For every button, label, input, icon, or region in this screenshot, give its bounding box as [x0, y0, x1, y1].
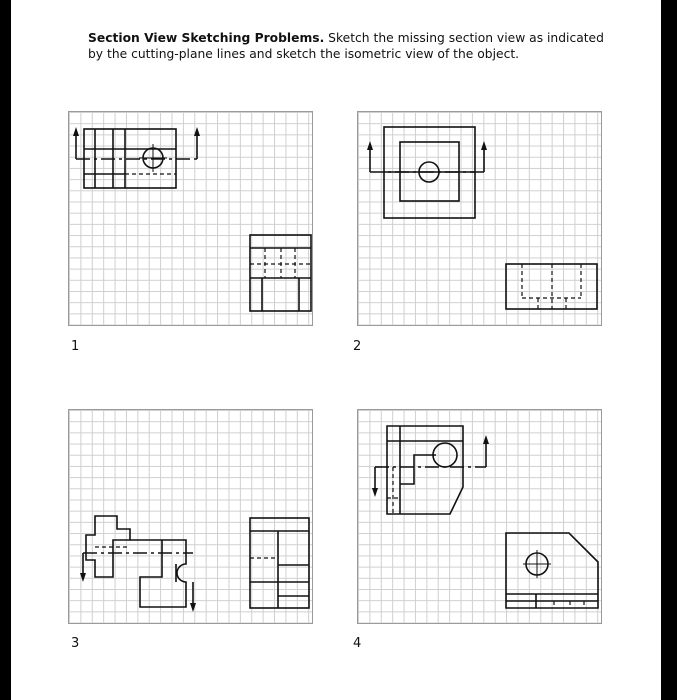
- problem-2-grid: [357, 111, 602, 326]
- p2-arrow-right-icon: [481, 141, 487, 150]
- p4-top-view-outline: [387, 426, 463, 514]
- problem-1-drawing: [69, 112, 314, 327]
- problem-4-grid: [357, 409, 602, 624]
- problem-number: 4: [353, 636, 362, 651]
- instructions-text: [88, 30, 608, 62]
- p4-arrow-left-icon: [372, 488, 378, 497]
- problem-4-drawing: [358, 410, 603, 625]
- problem-3-drawing: [69, 410, 314, 625]
- p4-front-view-outline: [506, 533, 598, 608]
- problem-1-grid: [68, 111, 313, 326]
- p1-arrow-right-icon: [194, 127, 200, 136]
- p2-arrow-left-icon: [367, 141, 373, 150]
- p1-arrow-left-icon: [73, 127, 79, 136]
- problem-number: 3: [71, 636, 80, 651]
- instructions-title: Section View Sketching Problems.: [88, 31, 325, 45]
- instructions-body: Sketch the missing section view as indicated by the cutting-plane lines and sketch the isometric view of the object.: [88, 31, 604, 61]
- p3-top-view-right: [130, 540, 186, 607]
- worksheet-page: [11, 0, 662, 700]
- problem-3-grid: [68, 409, 313, 624]
- p3-arrow-left-icon: [80, 573, 86, 582]
- p4-arrow-right-icon: [483, 435, 489, 444]
- problem-number: 1: [71, 339, 80, 354]
- problem-number: 2: [353, 339, 362, 354]
- p3-arrow-right-icon: [190, 603, 196, 612]
- p4-hole-circle: [433, 443, 457, 467]
- problem-2-drawing: [358, 112, 603, 327]
- page-edge: [661, 0, 663, 700]
